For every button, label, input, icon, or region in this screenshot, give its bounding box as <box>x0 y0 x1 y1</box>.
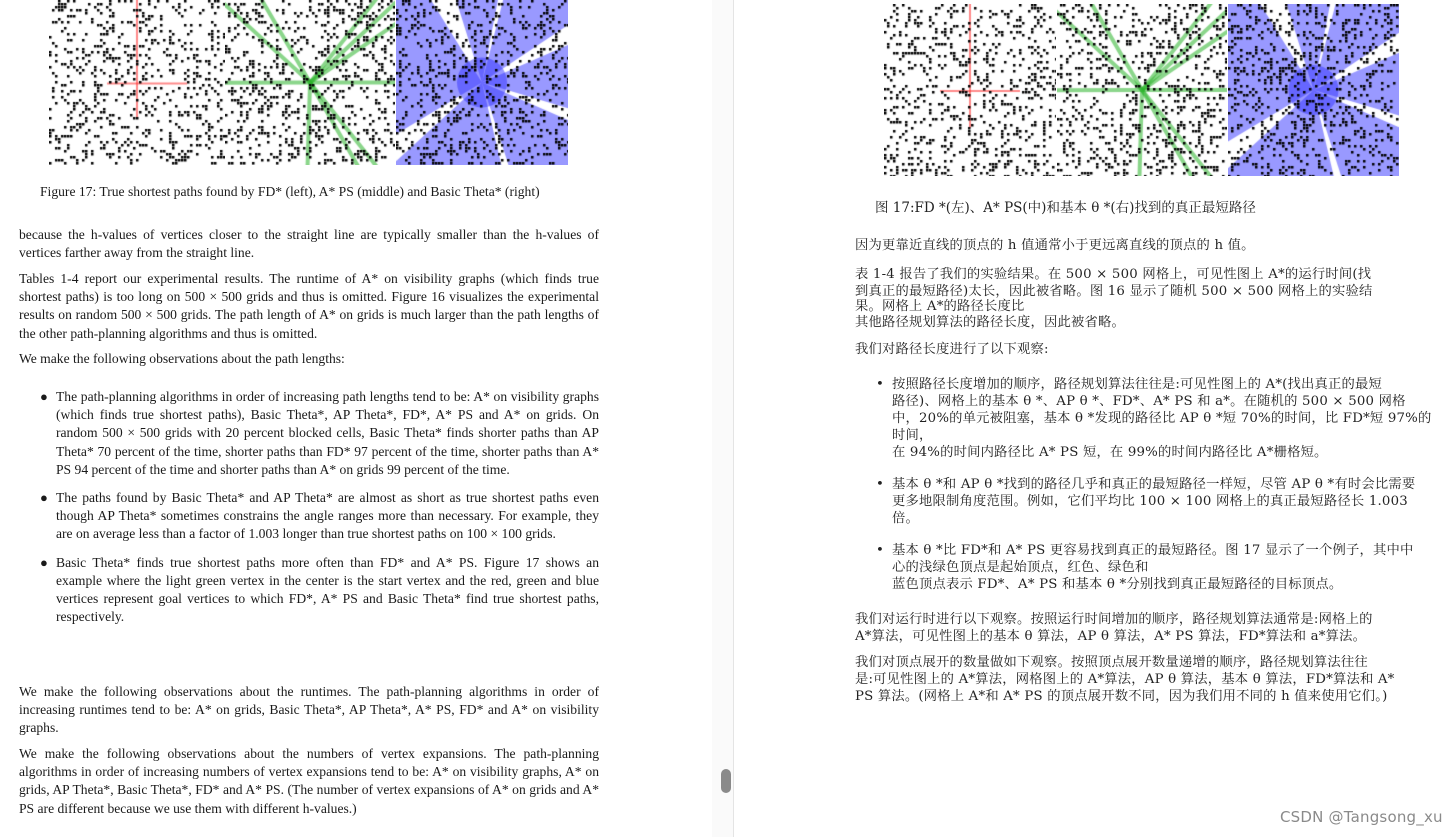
scrollbar-track[interactable] <box>712 0 733 837</box>
figure-panel-basic-theta-star-translated <box>1228 4 1399 176</box>
list-item: • 按照路径长度增加的顺序，路径规划算法往往是:可见性图上的 A*(找出真正的最短 路径)、网格上的基本 θ *、AP θ *、FD*、A* PS 和 a*。在随机的 500 × 500 网格 中，20%的单元被阻塞，基本 θ *发现的路径比 AP θ *短 70%的时间，比 FD*短 97%的 时间， 在 94%的时间内路径比 A* PS 短，在 99%的时间内路径比 A*栅格短。 <box>876 377 1432 460</box>
figure-panel-a-star-ps-translated <box>1057 4 1227 176</box>
bullet-icon: • <box>876 477 885 492</box>
figure-caption: Figure 17: True shortest paths found by FD* (left), A* PS (middle) and Basic Theta* (right) <box>40 184 540 199</box>
figure-panel-basic-theta-star <box>396 0 568 165</box>
list-item: • 基本 θ *比 FD*和 A* PS 更容易找到真正的最短路径。图 17 显示了一个例子，其中中 心的浅绿色顶点是起始顶点，红色、绿色和 蓝色顶点表示 FD*、A* PS 和基本 θ *分别找到真正最短路径的目标顶点。 <box>876 543 1414 592</box>
scrollbar-thumb[interactable] <box>721 769 731 793</box>
list-item: ● The path-planning algorithms in order of increasing path lengths tend to be: A* on visibility graphs (which finds true shortest paths), Basic Theta*, AP Theta*, FD*, A* PS and A* on grids. On random 500 × 500 grids with 20 percent blocked cells, Basic Theta* finds shorter paths than AP Theta* 70 percent of the time, shorter paths than FD* 97 percent of the time, shorter paths than A* PS 94 percent of the time and shorter paths than A* on grids 99 percent of the time. <box>40 389 599 477</box>
bullet-icon: ● <box>40 389 48 404</box>
observations-list <box>19 388 599 626</box>
figure-panel-fd-star-translated <box>884 4 1056 176</box>
observations-list-translated <box>876 376 1432 593</box>
paragraph-experimental-results: Tables 1-4 report our experimental results. The runtime of A* on visibility graphs (which finds true shortest paths) is too long on 500 × 500 grids and thus is omitted. Figure 16 visualizes the experimental results on random 500 × 500 grids. The path length of A* on grids is much larger than the path lengths of the other path-planning algorithms and thus is omitted. <box>19 271 599 341</box>
paragraph-h-values: because the h-values of vertices closer to the straight line are typically smaller than the h-values of vertices farther away from the straight line. <box>19 227 599 261</box>
bullet-icon: ● <box>40 554 48 570</box>
paragraph-runtimes: We make the following observations about the runtimes. The path-planning algorithms in order of increasing runtimes tend to be: A* on grids, Basic Theta*, AP Theta*, A* PS, FD* and A* on visibility graphs. <box>19 684 599 736</box>
list-item: • 基本 θ *和 AP θ *找到的路径几乎和真正的最短路径一样短，尽管 AP θ *有时会比需要 更多地限制角度范围。例如，它们平均比 100 × 100 网格上的真正最短路径长 1.003 倍。 <box>876 477 1416 526</box>
paragraph-path-lengths-intro-translated: 我们对路径长度进行了以下观察: <box>855 342 1049 357</box>
bullet-icon: ● <box>40 490 48 506</box>
list-item: ● Basic Theta* finds true shortest paths more often than FD* and A* PS. Figure 17 shows an example where the light green vertex in the center is the start vertex and the red, green and blue vertices represent goal vertices to which FD*, A* PS and Basic Theta* find true shortest paths, respectively. <box>40 554 599 625</box>
bullet-icon: • <box>876 543 885 558</box>
bullet-icon: • <box>876 377 885 392</box>
figure-panel-a-star-ps <box>225 0 395 165</box>
paragraph-h-values-translated: 因为更靠近直线的顶点的 h 值通常小于更远离直线的顶点的 h 值。 <box>855 238 1255 253</box>
list-item: ● The paths found by Basic Theta* and AP Theta* are almost as short as true shortest paths even though AP Theta* sometimes constrains the angle ranges more than necessary. For example, they are on average less than a factor of 1.003 longer than true shortest paths on 100 × 100 grids. <box>40 490 599 542</box>
paragraph-path-lengths-intro: We make the following observations about the path lengths: <box>19 351 345 366</box>
watermark: CSDN @Tangsong_xu <box>1280 808 1443 826</box>
figure-panel-fd-star <box>49 0 225 165</box>
paragraph-vertex-expansions: We make the following observations about the numbers of vertex expansions. The path-planning algorithms in order of increasing numbers of vertex expansions tend to be: A* on visibility graphs, A* on grids, AP Theta*, Basic Theta*, FD* and A* PS. (The number of vertex expansions of A* on grids and A* PS are different because we use them with different h-values.) <box>19 746 599 816</box>
paragraph-vertex-expansions-translated: 我们对顶点展开的数量做如下观察。按照顶点展开数量递增的顺序，路径规划算法往往 是:可见性图上的 A*算法，网格图上的 A*算法，AP θ 算法，基本 θ 算法，FD*算法和 A* PS 算法。(网格上 A*和 A* PS 的顶点展开数不同，因为我们用不同的 h 值来使用它们。) <box>855 655 1395 704</box>
paragraph-runtimes-translated: 我们对运行时进行以下观察。按照运行时间增加的顺序，路径规划算法通常是:网格上的 A*算法，可见性图上的基本 θ 算法，AP θ 算法，A* PS 算法，FD*算法和 a*算法。 <box>855 612 1373 644</box>
figure-caption-translated: 图 17:FD *(左)、A* PS(中)和基本 θ *(右)找到的真正最短路径 <box>875 200 1256 216</box>
paragraph-experimental-results-translated: 表 1-4 报告了我们的实验结果。在 500 × 500 网格上，可见性图上 A*的运行时间(找 到真正的最短路径)太长，因此被省略。图 16 显示了随机 500 × 500 网格上的实验结 果。网格上 A*的路径长度比 其他路径规划算法的路径长度，因此被省略。 <box>855 267 1373 330</box>
